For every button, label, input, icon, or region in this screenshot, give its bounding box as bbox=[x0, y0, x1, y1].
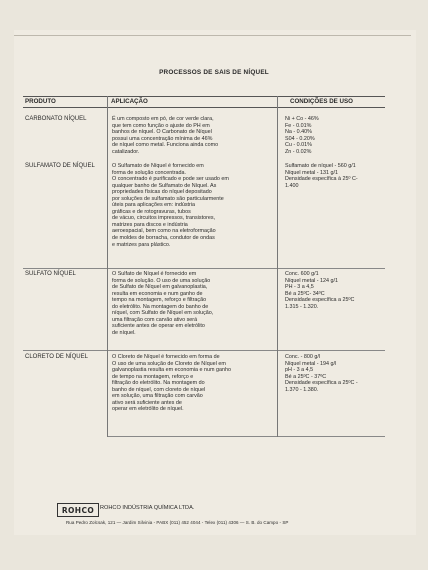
product-application: O Sulfamato de Níquel é fornecido em forma de solução concentrada. O concentrado é purificado e pode ser usado em qualquer banho de Sulfamato de Níquel. As propriedades físicas do níquel depositado por soluções de sulfamato são particularmente úteis para aplicações em: indústria gráficas e de rotogravuras, tubos de vácuo, circuitos impressos, transistores, matrizes para discos e indústria aeroespacial, bem como na eletroformação de moldes de borracha, condutor de ondas e matrizes para plástico. bbox=[112, 163, 229, 248]
products-table bbox=[23, 96, 385, 438]
product-application: O Cloreto de Níquel é fornecido em forma de O uso de uma solução de Cloreto de Níquel em galvanoplastia resulta em economia e num ganho de tempo na montagem, reforço e filtração do eletrólito. Na montagem do banho de níquel, com cloreto de níquel em solução, uma filtração com carvão ativo será suficiente antes de operar em eletrólito de níquel. bbox=[112, 354, 231, 413]
header-condicoes: CONDIÇÕES DE USO bbox=[290, 98, 353, 105]
table-top-rule bbox=[23, 96, 385, 97]
row-divider bbox=[23, 350, 385, 351]
product-application: O Sulfato de Níquel é fornecido em forma de solução. O uso de uma solução de Sulfato de Níquel em galvanoplastia, resulta em economia e num ganho de tempo na montagem, reforço e filtração do eletrólito. Na montagem do banho de níquel, com Sulfato de Níquel em solução, uma filtração com carvão ativo será suficiente antes de operar em eletrólito de níquel. bbox=[112, 271, 214, 336]
header-produto: PRODUTO bbox=[25, 98, 56, 105]
product-conditions: Ni + Co - 46% Fe - 0.01% Na - 0.40% S04 - 0.20% Cu - 0.01% Zn - 0.02% bbox=[285, 116, 319, 155]
rohco-logo bbox=[57, 503, 99, 517]
header-rule bbox=[23, 107, 385, 108]
product-conditions: Conc. 600 g/1 Níquel metal - 124 g/1 PH - 3 a 4,5 Bé a 25ºC- 34ºC Densidade específica a 25ºC 1.315 - 1.320. bbox=[285, 271, 355, 310]
product-name: CLORETO DE NÍQUEL bbox=[25, 354, 88, 360]
product-name: CARBONATO NÍQUEL bbox=[25, 116, 87, 122]
logo-text: ROHCO bbox=[61, 505, 95, 515]
column-divider bbox=[107, 96, 108, 437]
company-name: ROHCO INDÚSTRIA QUÍMICA LTDA. bbox=[100, 505, 195, 511]
product-name: SULFATO NÍQUEL bbox=[25, 271, 76, 277]
product-conditions: Sulfamato de níquel - 560 g/1 Níquel metal - 131 g/1 Densidade específica à 25º C- 1.400 bbox=[285, 163, 358, 189]
table-bottom-rule bbox=[107, 436, 385, 437]
document-title: PROCESSOS DE SAIS DE NÍQUEL bbox=[159, 69, 269, 76]
row-divider bbox=[23, 268, 385, 269]
top-rule bbox=[14, 35, 411, 46]
product-application: É um composto em pó, de cor verde clara, que tem como função o ajuste do PH em banhos de níquel. O Carbonato de Níquel possui uma concentração mínima de 46% de níquel como metal. Funciona ainda como catalizador. bbox=[112, 116, 219, 155]
header-aplicacao: APLICAÇÃO bbox=[111, 98, 148, 105]
product-conditions: Conc. - 800 g/l Níquel metal - 194 g/l pH - 3 a 4,5 Bé a 25ºC - 37ºC Densidade específica a 25ºC - 1.370 - 1.380. bbox=[285, 354, 358, 393]
company-address: Rua Pedro Zolcsak, 121 — Jardim Silvinia - PABX (011) 452 4044 - Telex (011) 4306 — S. B. do Campo - SP bbox=[66, 520, 289, 525]
product-name: SULFAMATO DE NÍQUEL bbox=[25, 163, 95, 169]
